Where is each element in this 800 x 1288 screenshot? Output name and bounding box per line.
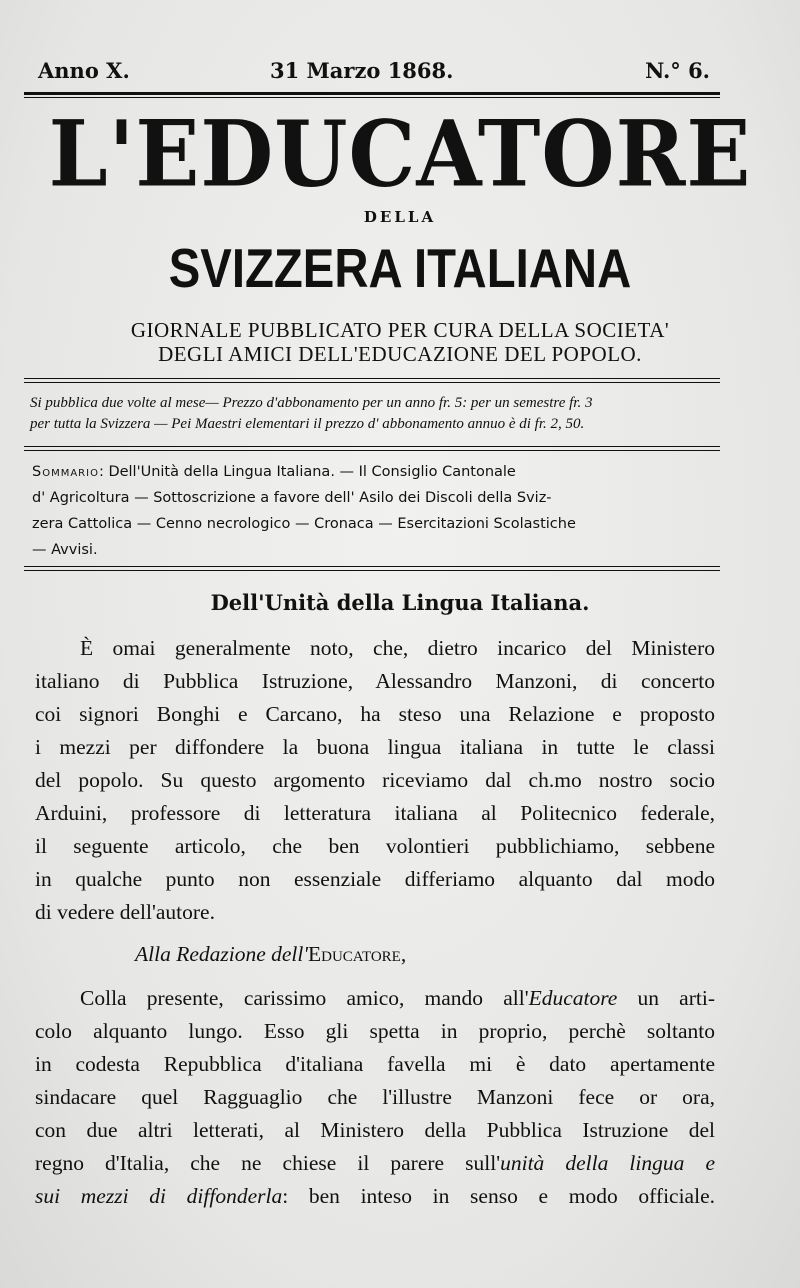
title-della: DELLA [363,208,437,226]
paragraph-line: italiano di Pubblica Istruzione, Alessandro Manzoni, di concerto [35,669,715,693]
summary-line-4: — Avvisi. [32,542,98,558]
summary-line-2: d' Agricoltura — Sottoscrizione a favore dell' Asilo dei Discoli della Sviz- [32,490,552,506]
subscription-line-2: per tutta la Svizzera — Pei Maestri elementari il prezzo d' abbonamento annuo è di fr. 2, 50. [30,416,585,432]
divider [24,382,720,383]
letter-line-6 [35,1151,715,1176]
divider [24,450,720,451]
issue-number: N.° 6. [645,58,710,83]
issue-year: Anno X. [38,58,130,83]
letter-text: : ben inteso in senso e modo officiale. [282,1184,715,1208]
newspaper-title: L'EDUCATORE [48,100,752,207]
letter-line-7 [35,1184,715,1209]
letter-text: un arti- [617,986,715,1010]
paragraph-line: È omai generalmente noto, che, dietro incarico del Ministero [80,636,715,660]
letter-line-5: con due altri letterati, al Ministero della Pubblica Istruzione del [35,1118,715,1142]
paragraph-line: il seguente articolo, che ben volontieri pubblichiamo, sebbene [35,834,715,858]
newspaper-subtitle: SVIZZERA ITALIANA [168,237,632,299]
salutation-punct: , [400,942,407,966]
paragraph-line: Arduini, professore di letteratura italiana al Politecnico federale, [35,801,715,825]
tagline-line-2: DEGLI AMICI DELL'EDUCAZIONE DEL POPOLO. [158,342,642,366]
paragraph-line: del popolo. Su questo argomento riceviamo dal ch.mo nostro socio [35,768,715,792]
salutation [135,942,715,967]
paragraph-line: di vedere dell'autore. [35,900,215,924]
letter-text-italic: unità della lingua e [500,1151,715,1175]
salutation-smallcaps: Educatore [307,942,401,966]
salutation-italic: Alla Redazione dell' [135,942,308,966]
divider [24,378,720,379]
paragraph-line: in qualche punto non essenziale differiamo alquanto dal modo [35,867,715,891]
paragraph-line: coi signori Bonghi e Carcano, ha steso una Relazione e proposto [35,702,715,726]
summary-text: : Dell'Unità della Lingua Italiana. — Il Consiglio Cantonale [98,464,516,480]
divider [24,566,720,567]
letter-line-2: colo alquanto lungo. Esso gli spetta in proprio, perchè soltanto [35,1019,715,1043]
letter-line-3: in codesta Repubblica d'italiana favella mi è dato apertamente [35,1052,715,1076]
summary-label: Sommario [32,464,99,480]
divider [24,92,720,95]
letter-line-1 [80,986,715,1011]
tagline-line-1: GIORNALE PUBBLICATO PER CURA DELLA SOCIETA' [130,318,670,342]
letter-line-4: sindacare quel Ragguaglio che l'illustre Manzoni fece or ora, [35,1085,715,1109]
divider [24,570,720,571]
letter-text-italic: sui mezzi di diffonderla [35,1184,283,1208]
article-heading: Dell'Unità della Lingua Italiana. [210,590,590,615]
divider [24,97,720,98]
letter-text: regno d'Italia, che ne chiese il parere sull' [35,1151,501,1175]
paragraph-line: i mezzi per diffondere la buona lingua italiana in tutte le classi [35,735,715,759]
subscription-line-1: Si pubblica due volte al mese— Prezzo d'abbonamento per un anno fr. 5: per un semestre fr. 3 [30,395,593,411]
summary-line-1 [32,464,720,480]
issue-date: 31 Marzo 1868. [270,58,454,83]
masthead-info-row [38,58,710,88]
divider [24,446,720,447]
summary-line-3: zera Cattolica — Cenno necrologico — Cronaca — Esercitazioni Scolastiche [32,516,576,532]
letter-text: Colla presente, carissimo amico, mando all' [80,986,529,1010]
letter-text-italic: Educatore [528,986,618,1010]
